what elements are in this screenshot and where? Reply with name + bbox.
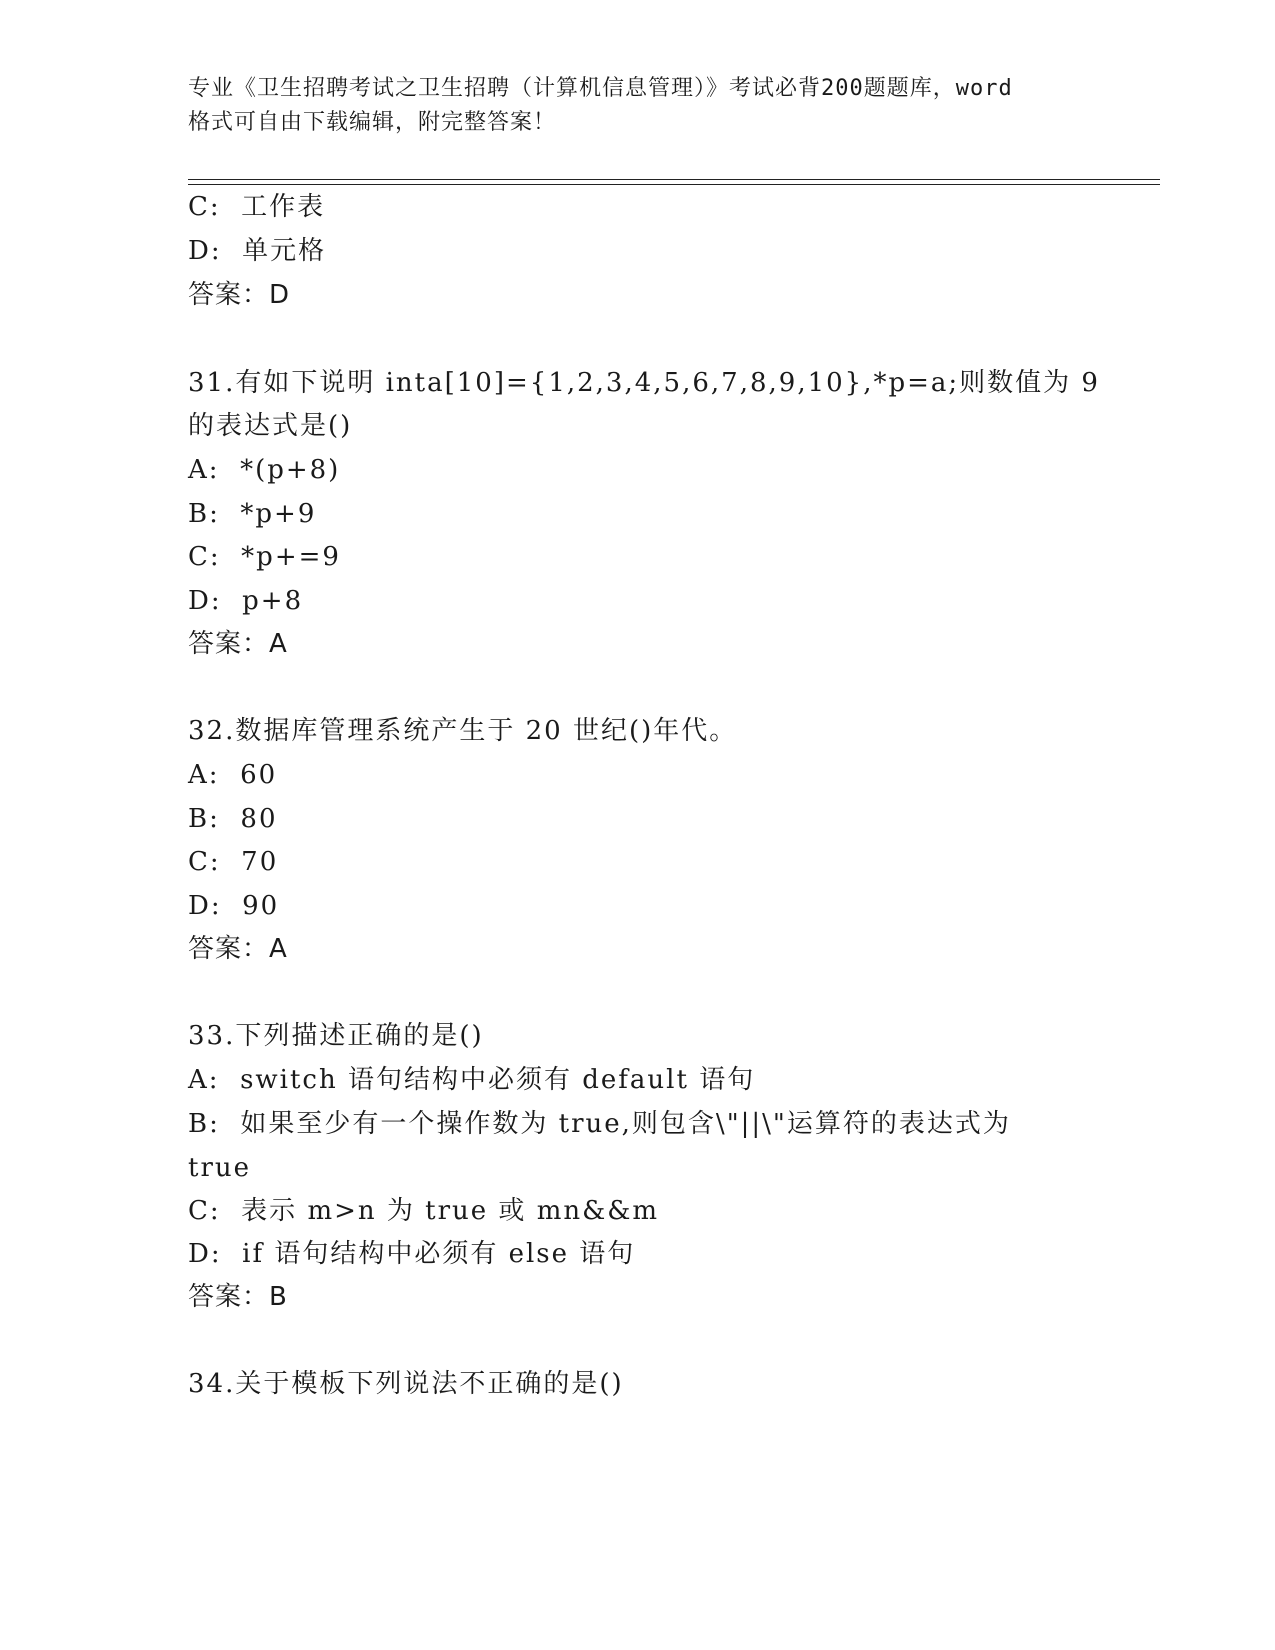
q33-option-b-line-2: true [188, 1153, 252, 1183]
q33-answer: 答案：B [188, 1282, 288, 1312]
q34-stem: 34.关于模板下列说法不正确的是() [188, 1369, 624, 1399]
header-divider-top [188, 179, 1160, 180]
q30-option-c: C: 工作表 [188, 192, 326, 222]
header-line-1: 专业《卫生招聘考试之卫生招聘（计算机信息管理）》考试必背200题题库，word [188, 76, 1013, 101]
q31-answer: 答案：A [188, 629, 288, 659]
q32-stem: 32.数据库管理系统产生于 20 世纪()年代。 [188, 716, 738, 746]
q31-option-d: D: p+8 [188, 586, 304, 616]
q32-option-d: D: 90 [188, 891, 280, 921]
q33-option-b-line-1: B: 如果至少有一个操作数为 true,则包含\"||\"运算符的表达式为 [188, 1109, 1011, 1139]
document-header [188, 72, 1088, 140]
q33-option-d: D: if 语句结构中必须有 else 语句 [188, 1239, 636, 1269]
q30-answer: 答案：D [188, 280, 291, 310]
header-line-2: 格式可自由下载编辑，附完整答案！ [188, 110, 557, 135]
q30-option-d: D: 单元格 [188, 236, 327, 266]
q32-option-a: A: 60 [188, 760, 278, 790]
q31-option-c: C: *p+=9 [188, 542, 341, 572]
q32-option-c: C: 70 [188, 847, 279, 877]
q32-answer: 答案：A [188, 934, 288, 964]
q31-option-a: A: *(p+8) [188, 455, 341, 485]
q31-stem-line-2: 的表达式是() [188, 411, 353, 441]
q33-stem: 33.下列描述正确的是() [188, 1021, 484, 1051]
q31-stem-line-1: 31.有如下说明 inta[10]={1,2,3,4,5,6,7,8,9,10},*p=a;则数值为 9 [188, 368, 1100, 398]
q33-option-c: C: 表示 m>n 为 true 或 mn&&m [188, 1196, 660, 1226]
q31-option-b: B: *p+9 [188, 499, 317, 529]
header-divider-bottom [188, 184, 1160, 185]
q32-option-b: B: 80 [188, 804, 278, 834]
q33-option-a: A: switch 语句结构中必须有 default 语句 [188, 1065, 756, 1095]
